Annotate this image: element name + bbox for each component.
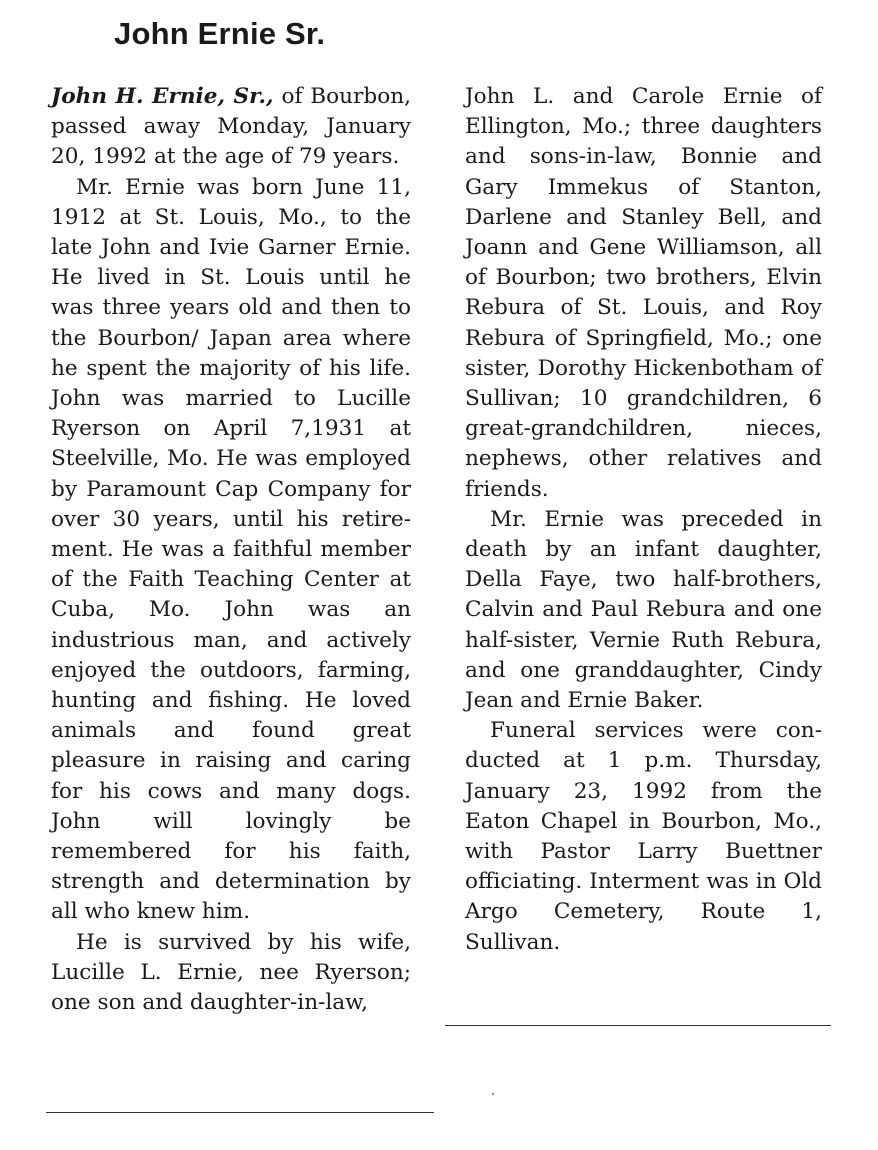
scan-speck — [492, 1093, 494, 1095]
deceased-name: John H. Ernie, Sr., — [51, 84, 274, 109]
obituary-paragraph-survivors-continued: John L. and Carole Ernie of Ellington, Mo.; three daughters and sons-in-law, Bonnie and Gary Immekus of Stanton, Darlene and Stanley Bell, and Joann and Gene Williamson, all of Bourbon; two brothers, Elvin Rebura of St. Louis, and Roy Rebura of Springfield, Mo.; one sister, Dorothy Hickenbotham of Sullivan; 10 grandchildren, 6 great-grandchildren, nieces, nephews, other relatives and friends. — [465, 84, 822, 502]
obituary-paragraph-survivors-start: He is survived by his wife, Lucille L. Ernie, nee Ryerson; one son and daughter-in-law, — [51, 929, 411, 1016]
obituary-paragraph-intro — [51, 82, 411, 173]
intro-text: of Bourbon, passed away Monday, January 20, 1992 at the age of 79 years. — [51, 84, 412, 170]
right-column-end-rule — [445, 1025, 831, 1026]
obituary-right-column — [465, 82, 822, 958]
left-column-end-rule — [46, 1112, 434, 1113]
obituary-headline: John Ernie Sr. — [114, 16, 326, 51]
obituary-paragraph-funeral-services: Funeral services were conducted at 1 p.m. Thursday, January 23, 1992 from the Eaton Chapel in Bourbon, Mo., with Pastor Larry Buettner officiating. Interment was in Old Argo Cemetery, Route 1, Sullivan. — [465, 718, 822, 955]
obituary-left-column — [51, 82, 411, 1018]
obituary-paragraph-preceded-in-death: Mr. Ernie was preceded in death by an infant daughter, Della Faye, two half-brothers, Calvin and Paul Rebura and one half-sister, Vernie Ruth Rebura, and one granddaughter, Cindy Jean and Ernie Baker. — [465, 506, 822, 714]
obituary-paragraph-biography: Mr. Ernie was born June 11, 1912 at St. Louis, Mo., to the late John and Ivie Garner Ernie. He lived in St. Louis until he was three years old and then to the Bourbon/ Japan area where he spent the majority of his life. John was married to Lucille Ryerson on April 7,1931 at Steelville, Mo. He was employed by Paramount Cap Company for over 30 years, until his retirement. He was a faithful member of the Faith Teaching Center at Cuba, Mo. John was an industrious man, and actively enjoyed the outdoors, farming, hunting and fishing. He loved animals and found great pleasure in raising and caring for his cows and many dogs. John will lovingly be remembered for his faith, strength and determination by all who knew him. — [51, 174, 411, 925]
